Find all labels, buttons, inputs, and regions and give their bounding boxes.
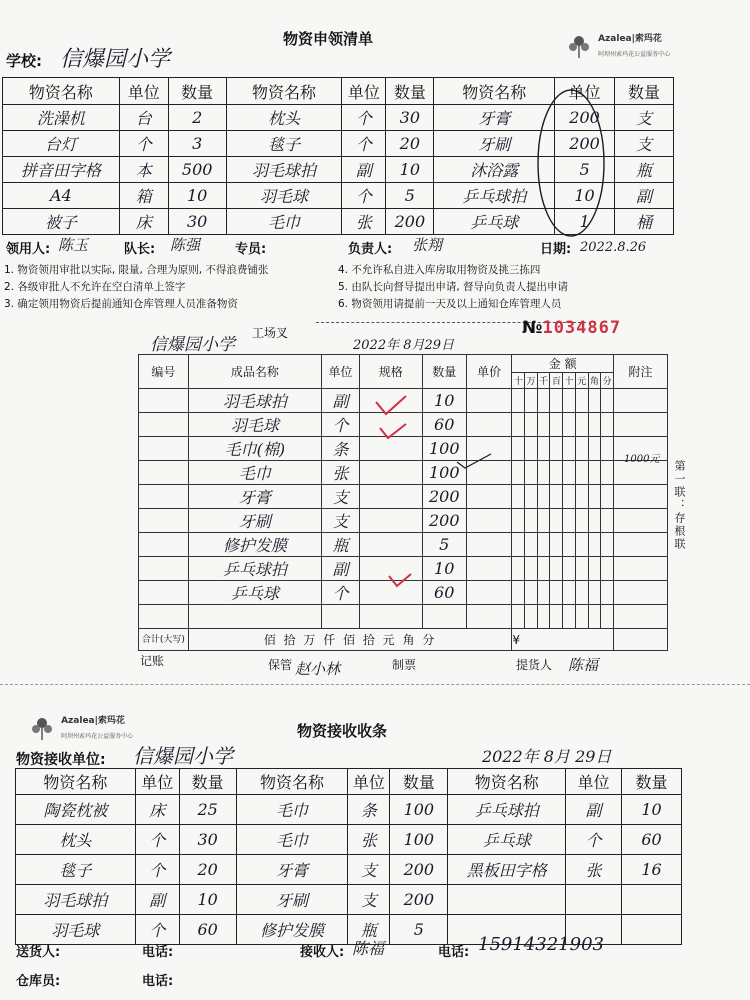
warehouse-phone-label: 电话: (142, 974, 174, 989)
red-check-icon (372, 392, 412, 442)
slip-unit-name: 信爆园小学 (150, 335, 235, 355)
rule-item: 1. 物资领用审批以实际, 限量, 合理为原则, 不得浪费铺张 (4, 264, 269, 276)
receiver-label: 提货人 (516, 658, 553, 672)
slip-date: 2022年 8月29日 (353, 338, 455, 353)
sender-label: 送货人: (16, 945, 61, 960)
keeper-label: 保管 (268, 658, 293, 672)
school-label: 学校: (6, 52, 42, 70)
azalea-logo (28, 712, 133, 742)
school-value: 信爆园小学 (60, 47, 171, 72)
ink-check-icon (455, 452, 495, 470)
receiver-label: 接收人: (300, 945, 345, 960)
applicant-label: 领用人: (6, 242, 51, 257)
receipt-unit-value: 信爆园小学 (133, 744, 233, 768)
rule-item: 3. 确定领用物资后提前通知仓库管理人员准备物资 (4, 298, 238, 310)
logo-subtitle: 阿坝州索玛花公益服务中心 (598, 51, 671, 58)
warehouse-label: 仓库员: (16, 974, 61, 989)
table-row: 台灯 个 3 毯子 个 20 牙刷 200 支 (3, 131, 674, 157)
total-row: 合计(大写) 佰 拾 万 仟 佰 拾 元 角 分 ¥ (139, 629, 668, 651)
captain-value: 陈强 (170, 236, 201, 254)
table-row: 牙膏 支 200 (139, 485, 668, 509)
table-row: 羽毛球拍 副 10 牙刷 支 200 (16, 885, 682, 915)
slip-side-text: 第一联：存根联 (673, 460, 686, 551)
bookkeeping-label: 记账 (140, 654, 165, 668)
responsible-label: 负责人: (348, 242, 393, 257)
receiver-phone-label: 电话: (438, 945, 470, 960)
slip-site-label: 工场叉 (252, 326, 289, 340)
rules-right (338, 262, 568, 313)
table-row: 乒乓球 个 60 (139, 581, 668, 605)
tear-line (0, 684, 750, 685)
table-row: 被子 床 30 毛巾 张 200 乒乓球 1 桶 (3, 209, 674, 235)
invoicer-label: 制票 (392, 658, 417, 672)
logo-brand: Azalea|索玛花 (598, 34, 662, 44)
rule-item: 5. 由队长向督导提出申请, 督导向负责人提出申请 (338, 281, 569, 293)
ink-circle-annotation (535, 86, 607, 241)
table-row: 毛巾 张 100 (139, 461, 668, 485)
table-row: 枕头 个 30 毛巾 张 100 乒乓球 个 60 (16, 825, 682, 855)
flower-icon (565, 31, 593, 59)
flower-icon (28, 713, 56, 741)
receipt-date: 2022年 8月 29日 (482, 747, 612, 766)
logo-brand: Azalea|索玛花 (61, 716, 125, 726)
rule-item: 2. 各级审批人不允许在空白清单上签字 (4, 281, 186, 293)
rule-item: 4. 不允许私自进入库房取用物资及挑三拣四 (338, 264, 541, 276)
outbound-table: 编号 成品名称 单位 规格 数量 单价 金 额 附注 十 万 千 百 十 元 角 分 羽毛球拍 副 10 羽毛球 个 60 毛巾(棉) 条 100 毛巾 张 100 牙膏 支 200 牙刷 支 200 修护发膜 瓶 5 乒乓球拍 副 10 乒乓球 个 60 合计(大写) 佰 拾 万 仟 佰 拾 元 角 分 ¥ (138, 354, 668, 651)
table-row: 毛巾(棉) 条 100 (139, 437, 668, 461)
logo-subtitle: 阿坝州索玛花公益服务中心 (61, 733, 134, 740)
table-row: 羽毛球 个 60 修护发膜 瓶 5 (16, 915, 682, 945)
red-check-icon (385, 570, 415, 592)
table-row: 羽毛球拍 副 10 (139, 389, 668, 413)
table-row: 修护发膜 瓶 5 (139, 533, 668, 557)
receipt-table (15, 768, 682, 945)
table-row: 毯子 个 20 牙膏 支 200 黑板田字格 张 16 (16, 855, 682, 885)
table-row: 洗澡机 台 2 枕头 个 30 牙膏 200 支 (3, 105, 674, 131)
serial-value: 1034867 (542, 318, 622, 338)
requisition-header-row: 物资名称 单位 数量 物资名称 单位 数量 物资名称 单位 数量 (3, 78, 674, 105)
keeper-value: 赵小林 (295, 660, 341, 678)
applicant-value: 陈玉 (58, 236, 89, 254)
responsible-value: 张翔 (412, 236, 443, 254)
date-value: 2022.8.26 (580, 240, 647, 255)
table-row: 乒乓球拍 副 10 (139, 557, 668, 581)
table-row: 羽毛球 个 60 (139, 413, 668, 437)
table-row: 陶瓷枕被 床 25 毛巾 条 100 乒乓球拍 副 10 (16, 795, 682, 825)
receipt-unit-label: 物资接收单位: (16, 752, 106, 768)
table-row: A4 箱 10 羽毛球 个 5 乒乓球拍 10 副 (3, 183, 674, 209)
receiver-value: 陈福 (568, 656, 599, 674)
receipt-header-row: 物资名称 单位 数量 物资名称 单位 数量 物资名称 单位 数量 (16, 769, 682, 795)
serial-number: №1034867 (522, 318, 622, 338)
rule-item: 6. 物资领用请提前一天及以上通知仓库管理人员 (338, 298, 562, 310)
sender-phone-label: 电话: (142, 945, 174, 960)
receiver-name: 陈福 (352, 939, 385, 958)
remark-value: 1000元 (624, 454, 660, 465)
rules-left (4, 262, 268, 313)
staff-label: 专员: (235, 242, 267, 257)
azalea-logo (565, 30, 670, 60)
table-row: 牙刷 支 200 (139, 509, 668, 533)
receiver-phone: 15914321903 (478, 934, 604, 955)
receipt-title: 物资接收收条 (297, 722, 388, 740)
captain-label: 队长: (124, 242, 156, 257)
table-row: 拼音田字格 本 500 羽毛球拍 副 10 沐浴露 5 瓶 (3, 157, 674, 183)
requisition-title: 物资申领清单 (283, 30, 374, 48)
date-label: 日期: (540, 242, 572, 257)
